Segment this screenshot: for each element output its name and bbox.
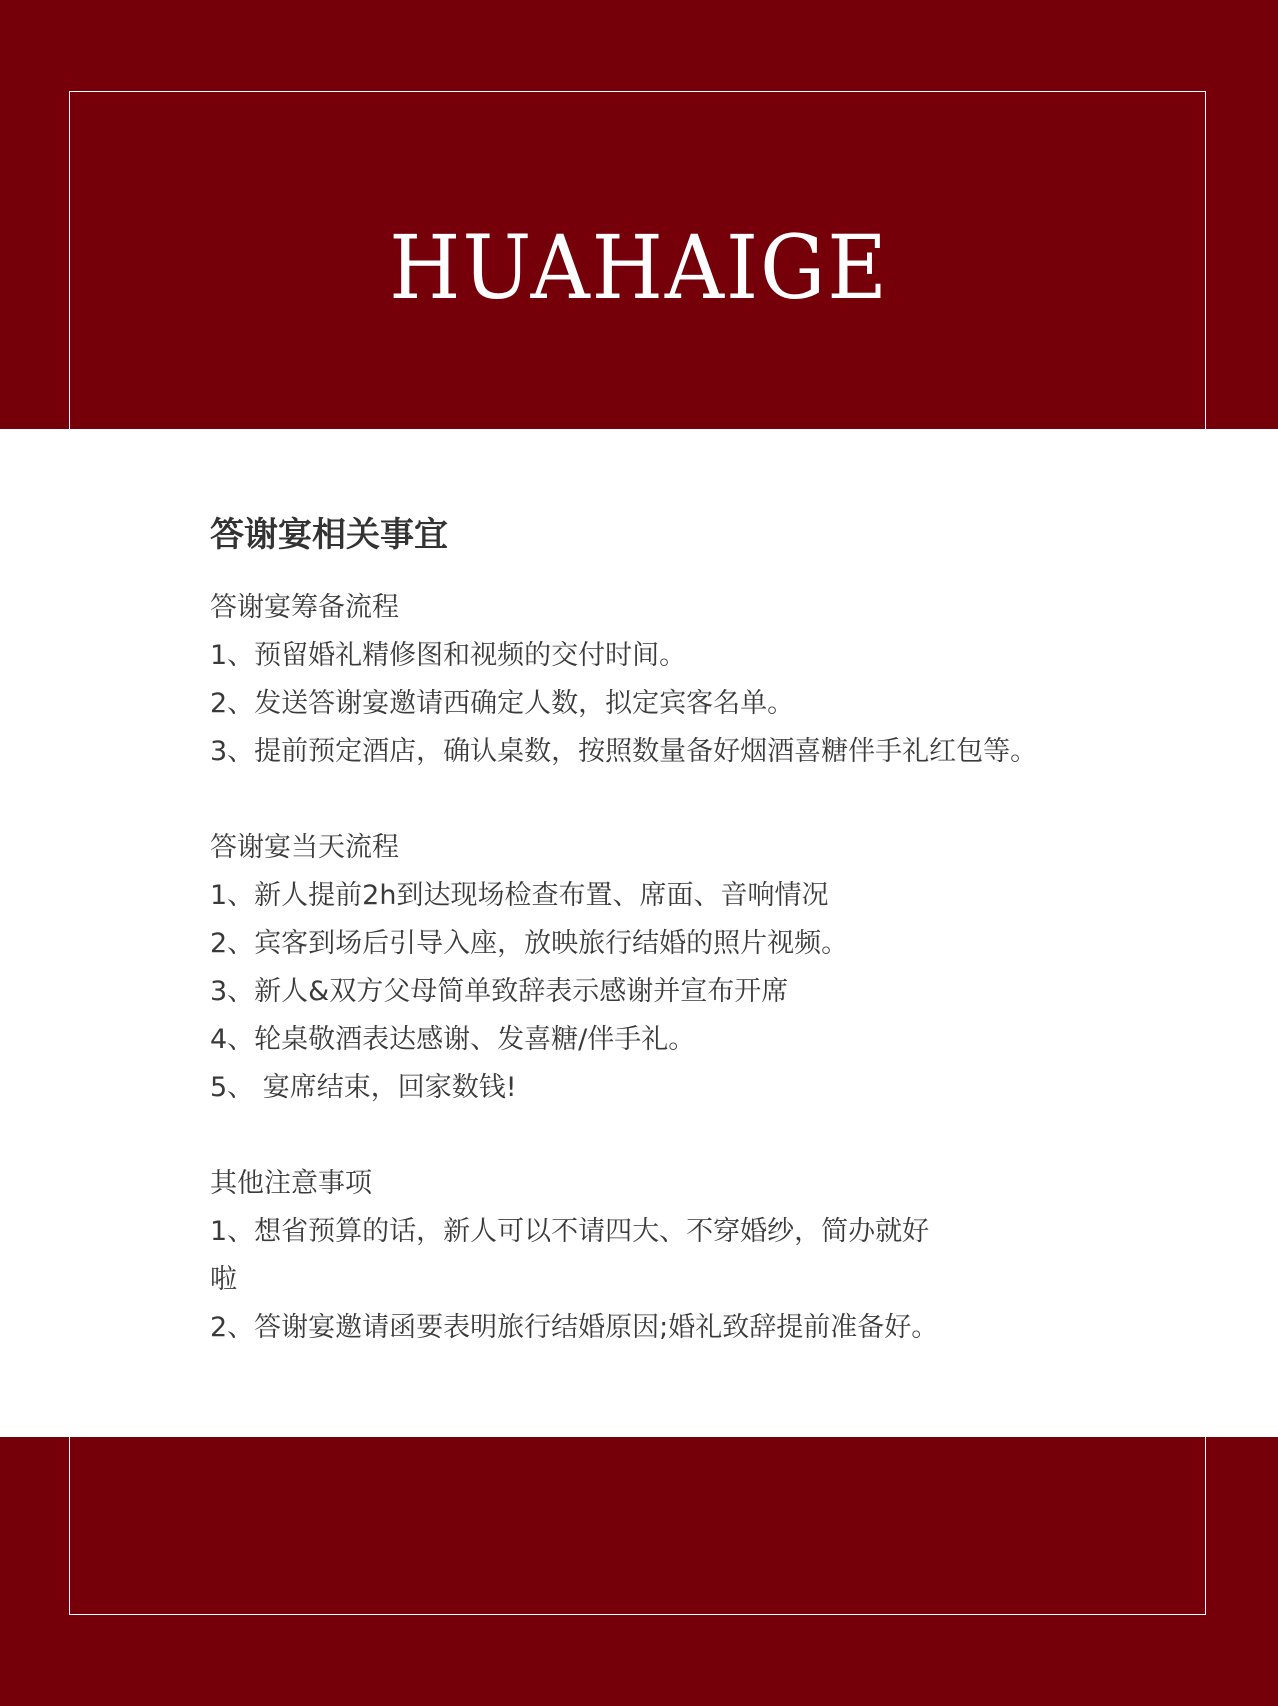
list-item: 4、轮桌敬酒表达感谢、发喜糖/伴手礼。 (210, 1024, 696, 1055)
list-item: 3、提前预定酒店，确认桌数，按照数量备好烟酒喜糖伴手礼红包等。 (210, 736, 1038, 767)
document-body (210, 510, 1110, 1352)
document-title: 答谢宴相关事宜 (210, 515, 448, 555)
list-item: 5、 宴席结束，回家数钱! (210, 1072, 517, 1103)
list-item: 2、宾客到场后引导入座，放映旅行结婚的照片视频。 (210, 928, 849, 959)
brand-title: HUAHAIGE (389, 216, 889, 319)
section-other-notes (210, 1160, 1110, 1352)
section-day-of (210, 824, 1110, 1112)
list-item: 3、新人&双方父母简单致辞表示感谢并宣布开席 (210, 976, 789, 1007)
section-title: 答谢宴当天流程 (210, 832, 399, 863)
list-item: 1、新人提前2h到达现场检查布置、席面、音响情况 (210, 880, 829, 911)
section-preparation (210, 584, 1110, 776)
section-title: 其他注意事项 (210, 1168, 372, 1199)
list-item: 2、发送答谢宴邀请西确定人数，拟定宾客名单。 (210, 688, 795, 719)
list-item: 2、答谢宴邀请函要表明旅行结婚原因;婚礼致辞提前准备好。 (210, 1312, 939, 1343)
section-title: 答谢宴筹备流程 (210, 592, 399, 623)
list-item: 1、预留婚礼精修图和视频的交付时间。 (210, 640, 687, 671)
bottom-red-band (0, 1437, 1278, 1706)
list-item: 1、想省预算的话，新人可以不请四大、不穿婚纱，简办就好啦 (210, 1216, 930, 1295)
